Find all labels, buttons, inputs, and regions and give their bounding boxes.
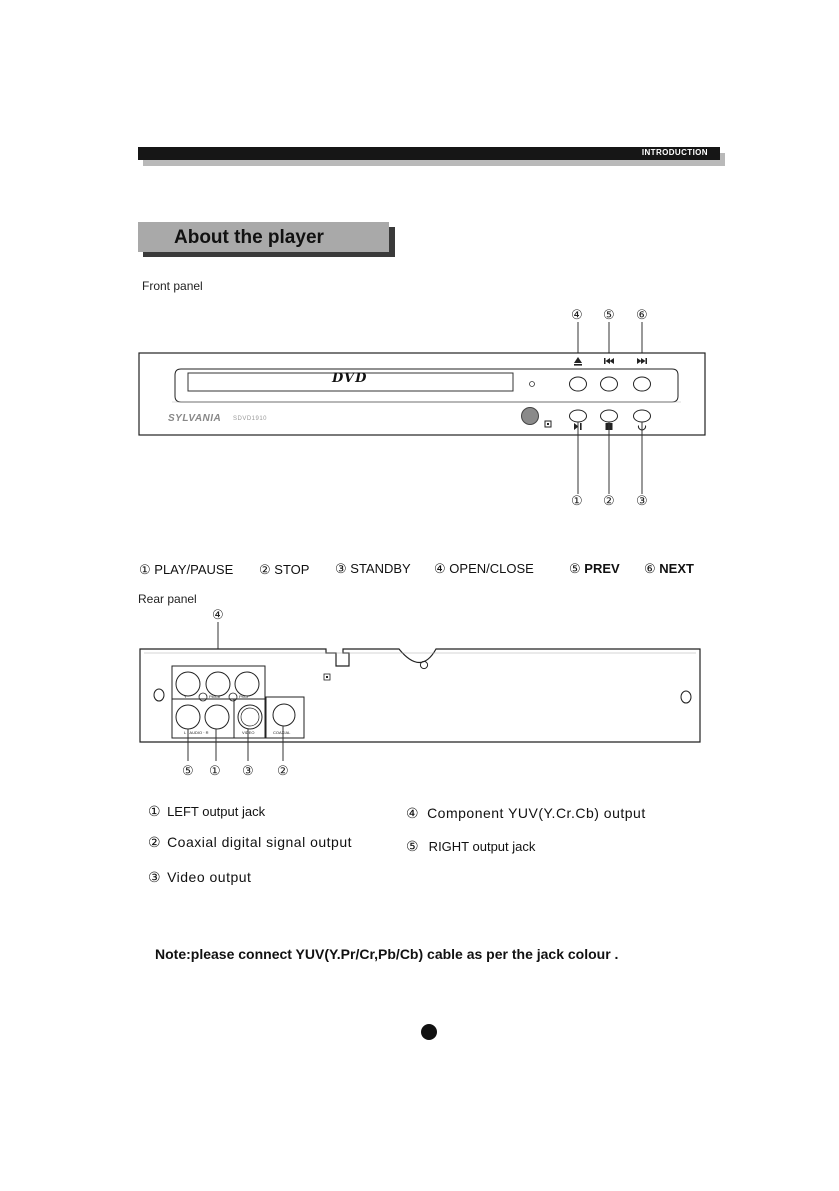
desc-text: RIGHT output jack xyxy=(425,839,536,854)
legend-num: ① xyxy=(139,562,151,577)
callout-1-rear: ① xyxy=(209,763,221,778)
legend-text: NEXT xyxy=(659,561,694,576)
callout-3-rear: ③ xyxy=(242,763,254,778)
dvd-logo: DVD xyxy=(332,371,368,386)
front-panel-label: Front panel xyxy=(142,279,203,293)
desc-text: Component YUV(Y.Cr.Cb) output xyxy=(427,805,646,821)
legend-num: ② xyxy=(259,562,271,577)
jack-label-audio: L · AUDIO · R xyxy=(184,730,209,735)
header-bar xyxy=(138,147,720,160)
desc-video xyxy=(148,869,251,886)
desc-text: Video output xyxy=(167,869,252,885)
desc-num: ⑤ xyxy=(406,838,420,854)
jack-label-video: VIDEO xyxy=(242,730,255,735)
desc-num: ① xyxy=(148,803,162,819)
section-tag: INTRODUCTION xyxy=(641,148,708,157)
connection-note: Note:please connect YUV(Y.Pr/Cr,Pb/Cb) cable as per the jack colour . xyxy=(155,946,619,962)
page-number-dot xyxy=(421,1024,437,1040)
legend-text: STOP xyxy=(274,562,310,577)
desc-right-output xyxy=(406,838,535,855)
jack-label-y: Y xyxy=(184,694,187,699)
desc-num: ④ xyxy=(406,805,420,821)
jack-label-pbcb: Pb/Cb xyxy=(209,694,221,699)
legend-text: PLAY/PAUSE xyxy=(154,562,234,577)
callout-1-front: ① xyxy=(571,493,583,508)
jack-label-coaxial: COAXIAL xyxy=(273,730,291,735)
desc-num: ③ xyxy=(148,869,162,885)
legend-num: ③ xyxy=(335,561,347,576)
callout-2-front: ② xyxy=(603,493,615,508)
legend-text: PREV xyxy=(584,561,620,576)
section-heading xyxy=(138,222,389,252)
legend-text: OPEN/CLOSE xyxy=(449,561,534,576)
desc-left-output xyxy=(148,803,265,820)
callout-6-front: ⑥ xyxy=(636,307,648,322)
desc-component xyxy=(406,805,646,822)
legend-standby xyxy=(335,561,411,577)
section-title: About the player xyxy=(174,227,324,248)
callout-3-front: ③ xyxy=(636,493,648,508)
desc-num: ② xyxy=(148,834,162,850)
legend-num: ⑤ xyxy=(569,561,581,576)
callout-4-rear: ④ xyxy=(212,607,224,622)
callout-5-front: ⑤ xyxy=(603,307,615,322)
desc-coaxial xyxy=(148,834,352,851)
callout-4-front: ④ xyxy=(571,307,583,322)
legend-num: ⑥ xyxy=(644,561,656,576)
brand-logo: SYLVANIA xyxy=(168,413,222,424)
legend-prev xyxy=(569,561,620,577)
jack-label-prcr: Pr/Cr xyxy=(239,694,249,699)
front-panel-diagram xyxy=(136,320,711,510)
legend-stop xyxy=(259,562,309,578)
desc-text: LEFT output jack xyxy=(167,804,266,819)
model-label: SDVD1910 xyxy=(233,416,268,422)
legend-next xyxy=(644,561,694,577)
rear-panel-label: Rear panel xyxy=(138,592,197,606)
legend-play-pause xyxy=(139,562,233,578)
desc-text: Coaxial digital signal output xyxy=(167,834,353,850)
legend-open-close xyxy=(434,561,534,577)
legend-num: ④ xyxy=(434,561,446,576)
callout-2-rear: ② xyxy=(277,763,289,778)
rear-panel-diagram xyxy=(136,620,711,780)
legend-text: STANDBY xyxy=(350,561,411,576)
callout-5-rear: ⑤ xyxy=(182,763,194,778)
